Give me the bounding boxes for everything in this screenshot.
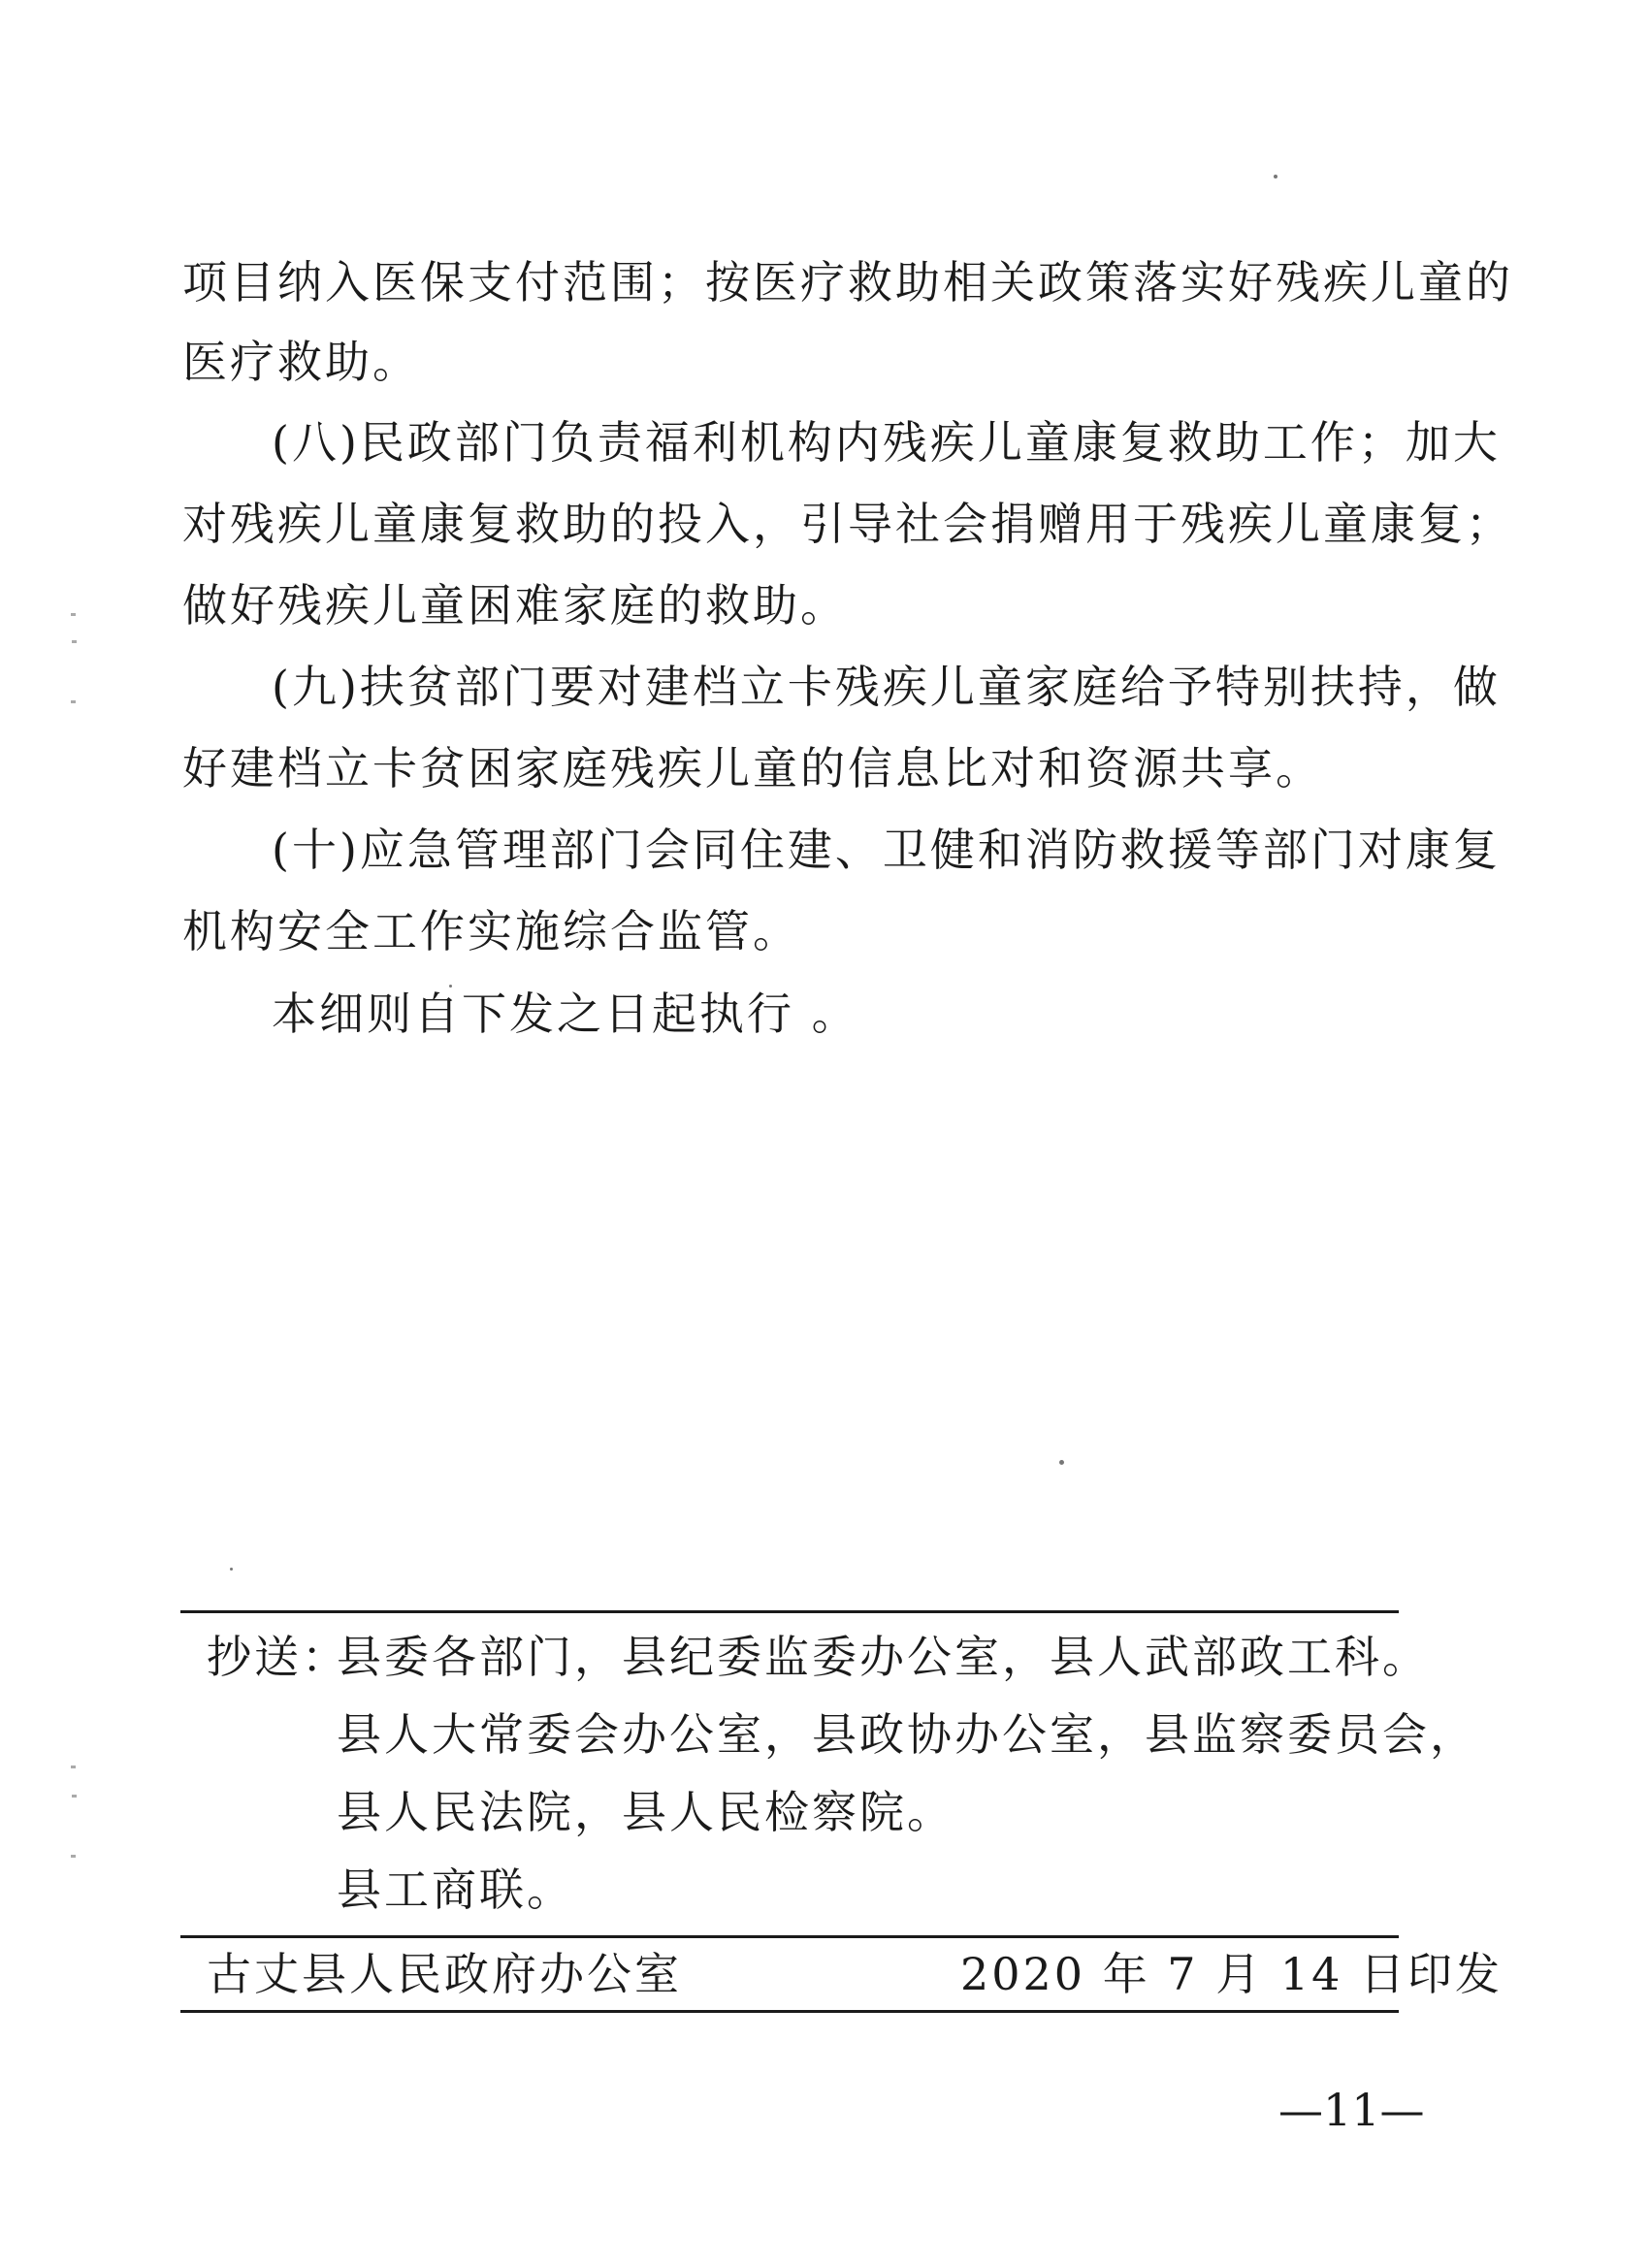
- cc-line-1: 县委各部门，县纪委监委办公室，县人武部政工科。: [337, 1631, 1430, 1683]
- cc-line-2: 县人大常委会办公室，县政协办公室，县监察委员会，: [337, 1708, 1477, 1761]
- page-number: —11—: [1278, 2084, 1425, 2136]
- margin-mark: [72, 640, 77, 643]
- cc-top-rule: [180, 1610, 1399, 1613]
- body-line-1: 项目纳入医保支付范围；按医疗救助相关政策落实好残疾儿童的: [182, 256, 1513, 308]
- margin-mark: [71, 1766, 76, 1768]
- margin-mark: [71, 700, 76, 703]
- body-line-3: (八)民政部门负责福利机构内残疾儿童康复救助工作；加大: [272, 416, 1501, 469]
- margin-mark: [71, 1855, 76, 1858]
- scan-speck: [449, 985, 452, 988]
- issuer-top-rule: [180, 1935, 1399, 1938]
- margin-mark: [72, 1795, 77, 1798]
- issuer-bottom-rule: [180, 2010, 1399, 2013]
- issue-date: 2020 年 7 月 14 日印发: [960, 1948, 1503, 2000]
- issuer-name: 古丈县人民政府办公室: [207, 1948, 682, 2000]
- body-line-6: (九)扶贫部门要对建档立卡残疾儿童家庭给予特别扶持，做: [272, 661, 1501, 713]
- body-line-5: 做好残疾儿童困难家庭的救助。: [182, 579, 848, 632]
- body-line-2: 医疗救助。: [182, 336, 420, 388]
- body-line-4: 对残疾儿童康复救助的投入，引导社会捐赠用于残疾儿童康复；: [182, 498, 1513, 550]
- body-line-7: 好建档立卡贫困家庭残疾儿童的信息比对和资源共享。: [182, 742, 1323, 794]
- scan-speck: [230, 1568, 233, 1571]
- cc-line-3: 县人民法院，县人民检察院。: [337, 1786, 954, 1838]
- effective-date-line: 本细则自下发之日起执行 。: [272, 988, 859, 1040]
- scan-speck: [1274, 175, 1277, 178]
- cc-label: 抄送：: [207, 1631, 349, 1683]
- body-line-9: 机构安全工作实施综合监管。: [182, 905, 800, 957]
- margin-mark: [71, 613, 76, 616]
- body-line-8: (十)应急管理部门会同住建、卫健和消防救援等部门对康复: [272, 824, 1501, 876]
- cc-line-4: 县工商联。: [337, 1863, 574, 1916]
- scan-speck: [1059, 1460, 1064, 1465]
